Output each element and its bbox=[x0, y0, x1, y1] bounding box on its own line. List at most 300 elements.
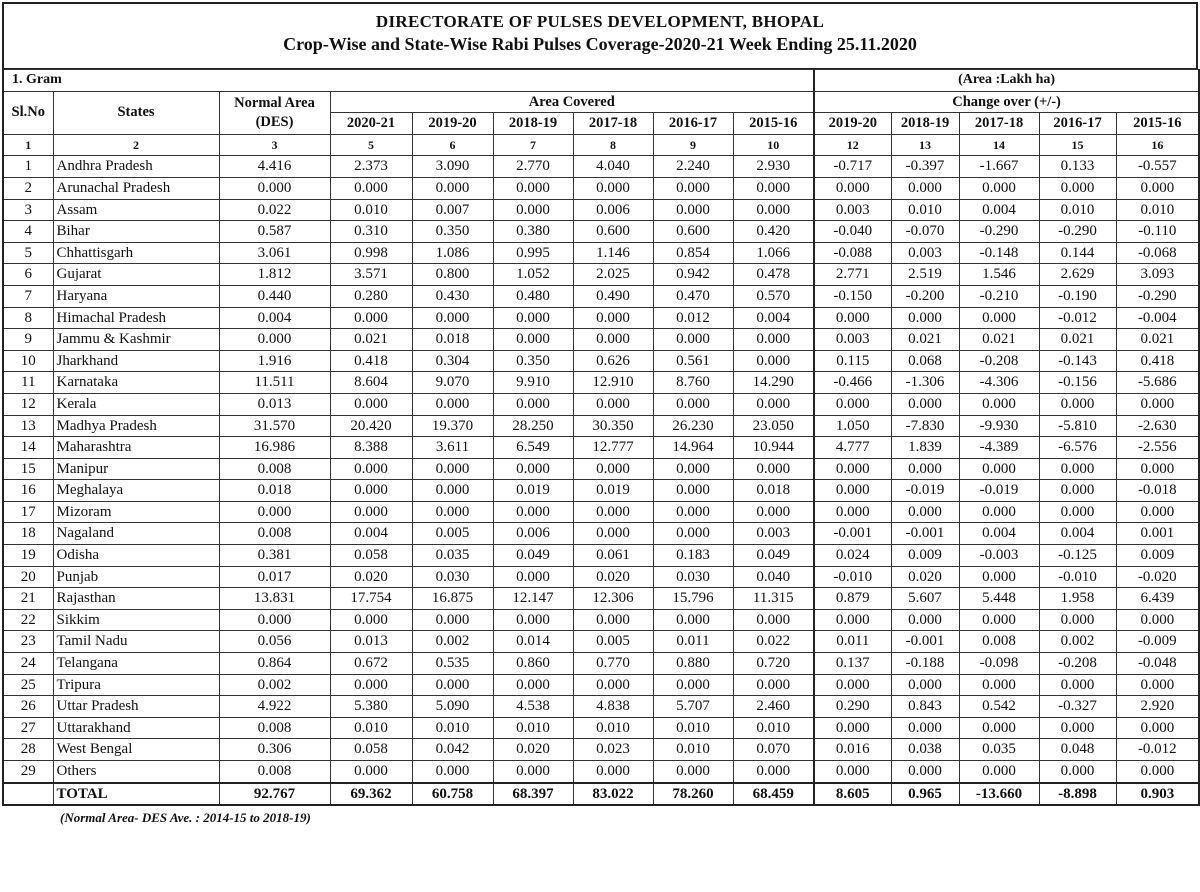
cell-value: 0.010 bbox=[733, 717, 814, 739]
table-row bbox=[3, 393, 1199, 415]
cell-value: 78.260 bbox=[653, 783, 733, 806]
cell-value: 0.306 bbox=[219, 739, 330, 761]
cell-value: 3.093 bbox=[1116, 264, 1199, 286]
cell-total-label: TOTAL bbox=[53, 783, 219, 806]
cell-value: 0.000 bbox=[733, 393, 814, 415]
cell-value: 0.000 bbox=[814, 609, 891, 631]
cell-value: 31.570 bbox=[219, 415, 330, 437]
cell-value: 0.003 bbox=[814, 199, 891, 221]
column-number: 15 bbox=[1039, 134, 1116, 156]
cell-sl-no bbox=[3, 783, 53, 806]
cell-value: 0.024 bbox=[814, 545, 891, 567]
cell-value: 0.000 bbox=[653, 480, 733, 502]
cell-value: 0.000 bbox=[330, 393, 412, 415]
cell-value: 0.000 bbox=[573, 393, 653, 415]
cell-value: 8.760 bbox=[653, 372, 733, 394]
cell-value: 0.018 bbox=[733, 480, 814, 502]
cell-value: 0.561 bbox=[653, 350, 733, 372]
cell-value: 0.008 bbox=[219, 458, 330, 480]
cell-value: 0.000 bbox=[573, 609, 653, 631]
report-subtitle: Crop-Wise and State-Wise Rabi Pulses Coverage-2020-21 Week Ending 25.11.2020 bbox=[283, 34, 917, 54]
table-row bbox=[3, 696, 1199, 718]
table-row bbox=[3, 739, 1199, 761]
cell-value: 14.290 bbox=[733, 372, 814, 394]
cell-value: 0.021 bbox=[959, 329, 1039, 351]
cell-value: 0.000 bbox=[814, 501, 891, 523]
cell-value: 1.066 bbox=[733, 242, 814, 264]
cell-value: 0.000 bbox=[1116, 717, 1199, 739]
cell-state: Manipur bbox=[53, 458, 219, 480]
cell-value: 17.754 bbox=[330, 588, 412, 610]
cell-value: 83.022 bbox=[573, 783, 653, 806]
cell-value: 0.000 bbox=[573, 329, 653, 351]
cell-value: 0.280 bbox=[330, 285, 412, 307]
cell-value: -0.557 bbox=[1116, 156, 1199, 178]
cell-value: 0.018 bbox=[412, 329, 493, 351]
unit-label: (Area :Lakh ha) bbox=[814, 70, 1199, 92]
cell-value: 0.056 bbox=[219, 631, 330, 653]
cell-value: 0.000 bbox=[959, 674, 1039, 696]
cell-value: 0.600 bbox=[573, 221, 653, 243]
cell-sl-no: 19 bbox=[3, 545, 53, 567]
cell-value: 0.000 bbox=[219, 177, 330, 199]
cell-value: 0.004 bbox=[733, 307, 814, 329]
cell-value: 0.000 bbox=[1039, 717, 1116, 739]
cell-value: 0.004 bbox=[219, 307, 330, 329]
cell-sl-no: 1 bbox=[3, 156, 53, 178]
cell-value: 0.430 bbox=[412, 285, 493, 307]
table-row bbox=[3, 631, 1199, 653]
cell-value: 0.000 bbox=[891, 307, 959, 329]
cell-value: 69.362 bbox=[330, 783, 412, 806]
cell-value: 0.995 bbox=[493, 242, 573, 264]
cell-value: 3.090 bbox=[412, 156, 493, 178]
cell-value: 0.004 bbox=[959, 523, 1039, 545]
column-number: 3 bbox=[219, 134, 330, 156]
cell-value: -0.188 bbox=[891, 653, 959, 675]
table-row bbox=[3, 329, 1199, 351]
cell-value: 10.944 bbox=[733, 437, 814, 459]
cell-value: 68.459 bbox=[733, 783, 814, 806]
cell-value: -0.010 bbox=[1039, 566, 1116, 588]
col-header-area-year: 2019-20 bbox=[412, 113, 493, 135]
cell-value: 0.350 bbox=[412, 221, 493, 243]
cell-value: 2.240 bbox=[653, 156, 733, 178]
column-number: 7 bbox=[493, 134, 573, 156]
cell-value: -0.290 bbox=[1039, 221, 1116, 243]
cell-value: 0.000 bbox=[891, 501, 959, 523]
table-row bbox=[3, 458, 1199, 480]
cell-value: -0.210 bbox=[959, 285, 1039, 307]
cell-value: 0.000 bbox=[814, 393, 891, 415]
column-number: 5 bbox=[330, 134, 412, 156]
table-row bbox=[3, 415, 1199, 437]
cell-value: 0.000 bbox=[493, 177, 573, 199]
cell-value: 0.035 bbox=[959, 739, 1039, 761]
cell-value: 68.397 bbox=[493, 783, 573, 806]
cell-value: 0.000 bbox=[814, 480, 891, 502]
cell-value: 0.000 bbox=[573, 761, 653, 783]
table-row bbox=[3, 717, 1199, 739]
cell-sl-no: 3 bbox=[3, 199, 53, 221]
cell-value: 0.800 bbox=[412, 264, 493, 286]
cell-value: -0.088 bbox=[814, 242, 891, 264]
cell-value: 0.049 bbox=[733, 545, 814, 567]
cell-sl-no: 22 bbox=[3, 609, 53, 631]
cell-sl-no: 20 bbox=[3, 566, 53, 588]
cell-value: 0.880 bbox=[653, 653, 733, 675]
cell-value: 0.000 bbox=[219, 609, 330, 631]
cell-value: 30.350 bbox=[573, 415, 653, 437]
cell-value: 6.549 bbox=[493, 437, 573, 459]
cell-value: 0.020 bbox=[493, 739, 573, 761]
cell-value: -0.290 bbox=[1116, 285, 1199, 307]
cell-value: 0.000 bbox=[1116, 177, 1199, 199]
cell-state: Andhra Pradesh bbox=[53, 156, 219, 178]
cell-value: -0.040 bbox=[814, 221, 891, 243]
cell-value: 0.000 bbox=[412, 177, 493, 199]
cell-value: 0.418 bbox=[1116, 350, 1199, 372]
cell-value: 15.796 bbox=[653, 588, 733, 610]
cell-value: 0.183 bbox=[653, 545, 733, 567]
cell-sl-no: 29 bbox=[3, 761, 53, 783]
cell-value: 2.771 bbox=[814, 264, 891, 286]
report-page bbox=[2, 0, 1198, 828]
cell-value: 60.758 bbox=[412, 783, 493, 806]
cell-value: -1.667 bbox=[959, 156, 1039, 178]
cell-value: 0.002 bbox=[1039, 631, 1116, 653]
cell-value: 0.016 bbox=[814, 739, 891, 761]
cell-value: 0.535 bbox=[412, 653, 493, 675]
cell-value: -0.010 bbox=[814, 566, 891, 588]
cell-sl-no: 5 bbox=[3, 242, 53, 264]
cell-value: 0.008 bbox=[219, 717, 330, 739]
cell-value: 0.000 bbox=[493, 307, 573, 329]
cell-value: -0.150 bbox=[814, 285, 891, 307]
cell-value: 0.000 bbox=[1039, 393, 1116, 415]
cell-value: 0.002 bbox=[412, 631, 493, 653]
cell-value: 0.011 bbox=[814, 631, 891, 653]
cell-value: -0.290 bbox=[959, 221, 1039, 243]
cell-value: 0.000 bbox=[733, 674, 814, 696]
cell-value: 0.000 bbox=[330, 609, 412, 631]
cell-value: 0.000 bbox=[1116, 458, 1199, 480]
cell-sl-no: 28 bbox=[3, 739, 53, 761]
cell-value: 0.570 bbox=[733, 285, 814, 307]
cell-value: 0.864 bbox=[219, 653, 330, 675]
cell-value: 5.380 bbox=[330, 696, 412, 718]
cell-state: Madhya Pradesh bbox=[53, 415, 219, 437]
cell-value: 0.000 bbox=[493, 566, 573, 588]
cell-value: -5.810 bbox=[1039, 415, 1116, 437]
cell-value: 0.004 bbox=[1039, 523, 1116, 545]
cell-value: 0.035 bbox=[412, 545, 493, 567]
cell-state: Gujarat bbox=[53, 264, 219, 286]
cell-value: 0.004 bbox=[959, 199, 1039, 221]
cell-state: Bihar bbox=[53, 221, 219, 243]
cell-value: 0.030 bbox=[653, 566, 733, 588]
cell-value: 0.137 bbox=[814, 653, 891, 675]
cell-value: 0.000 bbox=[493, 761, 573, 783]
cell-value: 2.770 bbox=[493, 156, 573, 178]
cell-value: -8.898 bbox=[1039, 783, 1116, 806]
table-row bbox=[3, 545, 1199, 567]
cell-value: 0.000 bbox=[891, 393, 959, 415]
cell-value: 0.000 bbox=[1039, 674, 1116, 696]
cell-value: 3.571 bbox=[330, 264, 412, 286]
cell-sl-no: 8 bbox=[3, 307, 53, 329]
cell-value: 0.000 bbox=[959, 717, 1039, 739]
cell-value: 0.003 bbox=[814, 329, 891, 351]
cell-value: 0.000 bbox=[959, 458, 1039, 480]
col-header-area-year: 2016-17 bbox=[653, 113, 733, 135]
cell-sl-no: 15 bbox=[3, 458, 53, 480]
col-header-area-year: 2018-19 bbox=[493, 113, 573, 135]
cell-value: 16.986 bbox=[219, 437, 330, 459]
cell-value: 0.000 bbox=[412, 458, 493, 480]
cell-value: -0.068 bbox=[1116, 242, 1199, 264]
cell-value: 0.000 bbox=[330, 674, 412, 696]
total-row bbox=[3, 783, 1199, 806]
cell-value: 0.000 bbox=[1116, 393, 1199, 415]
cell-value: 0.007 bbox=[412, 199, 493, 221]
table-row bbox=[3, 372, 1199, 394]
cell-value: 0.965 bbox=[891, 783, 959, 806]
cell-value: 0.012 bbox=[653, 307, 733, 329]
cell-value: 0.000 bbox=[493, 393, 573, 415]
cell-sl-no: 21 bbox=[3, 588, 53, 610]
cell-value: -7.830 bbox=[891, 415, 959, 437]
cell-value: 0.144 bbox=[1039, 242, 1116, 264]
cell-value: 0.009 bbox=[891, 545, 959, 567]
cell-value: 0.022 bbox=[219, 199, 330, 221]
cell-value: 2.920 bbox=[1116, 696, 1199, 718]
cell-sl-no: 25 bbox=[3, 674, 53, 696]
cell-state: Tripura bbox=[53, 674, 219, 696]
cell-state: Telangana bbox=[53, 653, 219, 675]
report-title: DIRECTORATE OF PULSES DEVELOPMENT, BHOPAL bbox=[375, 12, 825, 31]
table-row bbox=[3, 437, 1199, 459]
cell-value: 0.998 bbox=[330, 242, 412, 264]
cell-sl-no: 18 bbox=[3, 523, 53, 545]
cell-value: -0.190 bbox=[1039, 285, 1116, 307]
cell-value: -0.200 bbox=[891, 285, 959, 307]
cell-state: Jharkhand bbox=[53, 350, 219, 372]
coverage-table bbox=[2, 69, 1200, 806]
cell-value: 0.000 bbox=[653, 199, 733, 221]
cell-state: Sikkim bbox=[53, 609, 219, 631]
cell-value: -0.110 bbox=[1116, 221, 1199, 243]
cell-sl-no: 17 bbox=[3, 501, 53, 523]
cell-value: 20.420 bbox=[330, 415, 412, 437]
cell-value: 0.000 bbox=[412, 609, 493, 631]
cell-value: 0.000 bbox=[733, 609, 814, 631]
table-row bbox=[3, 307, 1199, 329]
col-header-normal-area: Normal Area (DES) bbox=[219, 91, 330, 134]
cell-value: 0.000 bbox=[653, 523, 733, 545]
cell-value: 0.038 bbox=[891, 739, 959, 761]
cell-value: 0.010 bbox=[330, 199, 412, 221]
cell-value: 12.306 bbox=[573, 588, 653, 610]
cell-value: 0.068 bbox=[891, 350, 959, 372]
cell-value: 0.011 bbox=[653, 631, 733, 653]
cell-value: 2.629 bbox=[1039, 264, 1116, 286]
cell-value: 0.000 bbox=[814, 177, 891, 199]
cell-sl-no: 12 bbox=[3, 393, 53, 415]
cell-value: 0.000 bbox=[733, 501, 814, 523]
cell-value: 0.000 bbox=[219, 501, 330, 523]
cell-value: -0.012 bbox=[1116, 739, 1199, 761]
cell-value: 8.388 bbox=[330, 437, 412, 459]
cell-value: 0.010 bbox=[1116, 199, 1199, 221]
cell-sl-no: 24 bbox=[3, 653, 53, 675]
cell-value: 0.061 bbox=[573, 545, 653, 567]
cell-state: Odisha bbox=[53, 545, 219, 567]
cell-value: -0.717 bbox=[814, 156, 891, 178]
cell-value: 0.000 bbox=[891, 761, 959, 783]
cell-value: 0.010 bbox=[330, 717, 412, 739]
cell-value: -9.930 bbox=[959, 415, 1039, 437]
cell-value: 0.021 bbox=[891, 329, 959, 351]
cell-value: -0.009 bbox=[1116, 631, 1199, 653]
cell-value: 0.021 bbox=[1039, 329, 1116, 351]
col-header-change-year: 2015-16 bbox=[1116, 113, 1199, 135]
cell-value: 0.000 bbox=[653, 501, 733, 523]
cell-value: -0.018 bbox=[1116, 480, 1199, 502]
cell-value: 8.604 bbox=[330, 372, 412, 394]
cell-value: 3.061 bbox=[219, 242, 330, 264]
cell-value: 0.000 bbox=[493, 458, 573, 480]
table-row bbox=[3, 480, 1199, 502]
cell-value: 0.000 bbox=[330, 458, 412, 480]
cell-value: -13.660 bbox=[959, 783, 1039, 806]
cell-value: 0.000 bbox=[959, 501, 1039, 523]
cell-state: Nagaland bbox=[53, 523, 219, 545]
cell-sl-no: 14 bbox=[3, 437, 53, 459]
cell-value: 1.916 bbox=[219, 350, 330, 372]
cell-value: 0.380 bbox=[493, 221, 573, 243]
cell-value: 0.000 bbox=[330, 307, 412, 329]
report-header bbox=[2, 2, 1198, 69]
cell-value: 0.001 bbox=[1116, 523, 1199, 545]
header-row-column-numbers bbox=[3, 134, 1199, 156]
table-row bbox=[3, 285, 1199, 307]
cell-value: 0.304 bbox=[412, 350, 493, 372]
cell-value: -4.306 bbox=[959, 372, 1039, 394]
cell-state: Rajasthan bbox=[53, 588, 219, 610]
cell-value: 0.013 bbox=[219, 393, 330, 415]
cell-value: 0.000 bbox=[733, 350, 814, 372]
cell-value: 8.605 bbox=[814, 783, 891, 806]
cell-value: 0.030 bbox=[412, 566, 493, 588]
table-row bbox=[3, 350, 1199, 372]
header-row-groups bbox=[3, 91, 1199, 113]
cell-state: Arunachal Pradesh bbox=[53, 177, 219, 199]
cell-value: -2.630 bbox=[1116, 415, 1199, 437]
cell-value: 0.000 bbox=[1039, 501, 1116, 523]
cell-value: 0.058 bbox=[330, 739, 412, 761]
cell-value: 4.838 bbox=[573, 696, 653, 718]
cell-value: 12.147 bbox=[493, 588, 573, 610]
cell-value: -0.048 bbox=[1116, 653, 1199, 675]
cell-value: 0.672 bbox=[330, 653, 412, 675]
cell-value: 0.000 bbox=[959, 307, 1039, 329]
col-header-change-year: 2017-18 bbox=[959, 113, 1039, 135]
cell-value: 0.000 bbox=[891, 458, 959, 480]
cell-value: -0.070 bbox=[891, 221, 959, 243]
cell-value: 0.000 bbox=[1039, 609, 1116, 631]
cell-value: -0.019 bbox=[959, 480, 1039, 502]
cell-value: 0.133 bbox=[1039, 156, 1116, 178]
cell-value: 0.000 bbox=[493, 329, 573, 351]
cell-value: 0.008 bbox=[219, 523, 330, 545]
cell-value: 1.086 bbox=[412, 242, 493, 264]
cell-value: 0.003 bbox=[733, 523, 814, 545]
cell-value: 0.010 bbox=[573, 717, 653, 739]
cell-value: 0.000 bbox=[573, 458, 653, 480]
cell-value: 26.230 bbox=[653, 415, 733, 437]
cell-value: 0.009 bbox=[1116, 545, 1199, 567]
cell-value: 0.000 bbox=[733, 458, 814, 480]
col-header-change-year: 2018-19 bbox=[891, 113, 959, 135]
cell-value: 16.875 bbox=[412, 588, 493, 610]
cell-value: 0.420 bbox=[733, 221, 814, 243]
cell-value: 4.538 bbox=[493, 696, 573, 718]
column-number: 12 bbox=[814, 134, 891, 156]
col-header-states: States bbox=[53, 91, 219, 134]
cell-sl-no: 6 bbox=[3, 264, 53, 286]
cell-value: 0.010 bbox=[653, 717, 733, 739]
table-row bbox=[3, 221, 1199, 243]
cell-value: 92.767 bbox=[219, 783, 330, 806]
column-number: 2 bbox=[53, 134, 219, 156]
cell-state: Tamil Nadu bbox=[53, 631, 219, 653]
cell-state: Uttar Pradesh bbox=[53, 696, 219, 718]
cell-value: 5.090 bbox=[412, 696, 493, 718]
cell-value: -0.143 bbox=[1039, 350, 1116, 372]
cell-value: 0.000 bbox=[493, 674, 573, 696]
cell-value: -0.208 bbox=[959, 350, 1039, 372]
cell-value: 0.000 bbox=[493, 199, 573, 221]
cell-value: 1.958 bbox=[1039, 588, 1116, 610]
cell-value: 0.006 bbox=[573, 199, 653, 221]
cell-value: -0.001 bbox=[891, 523, 959, 545]
cell-value: 0.020 bbox=[330, 566, 412, 588]
table-body bbox=[3, 156, 1199, 805]
table-row bbox=[3, 609, 1199, 631]
cell-value: 0.049 bbox=[493, 545, 573, 567]
cell-value: -0.098 bbox=[959, 653, 1039, 675]
cell-value: 0.010 bbox=[653, 739, 733, 761]
cell-value: 0.542 bbox=[959, 696, 1039, 718]
cell-value: 0.000 bbox=[493, 501, 573, 523]
cell-value: 0.381 bbox=[219, 545, 330, 567]
cell-sl-no: 11 bbox=[3, 372, 53, 394]
cell-value: 0.002 bbox=[219, 674, 330, 696]
cell-value: 4.416 bbox=[219, 156, 330, 178]
cell-state: Himachal Pradesh bbox=[53, 307, 219, 329]
cell-value: -0.001 bbox=[814, 523, 891, 545]
cell-value: 0.017 bbox=[219, 566, 330, 588]
cell-value: 0.720 bbox=[733, 653, 814, 675]
cell-state: Meghalaya bbox=[53, 480, 219, 502]
cell-value: 12.777 bbox=[573, 437, 653, 459]
cell-value: 0.000 bbox=[891, 609, 959, 631]
cell-value: 0.000 bbox=[573, 674, 653, 696]
cell-state: Punjab bbox=[53, 566, 219, 588]
cell-value: 4.777 bbox=[814, 437, 891, 459]
cell-value: 0.020 bbox=[573, 566, 653, 588]
